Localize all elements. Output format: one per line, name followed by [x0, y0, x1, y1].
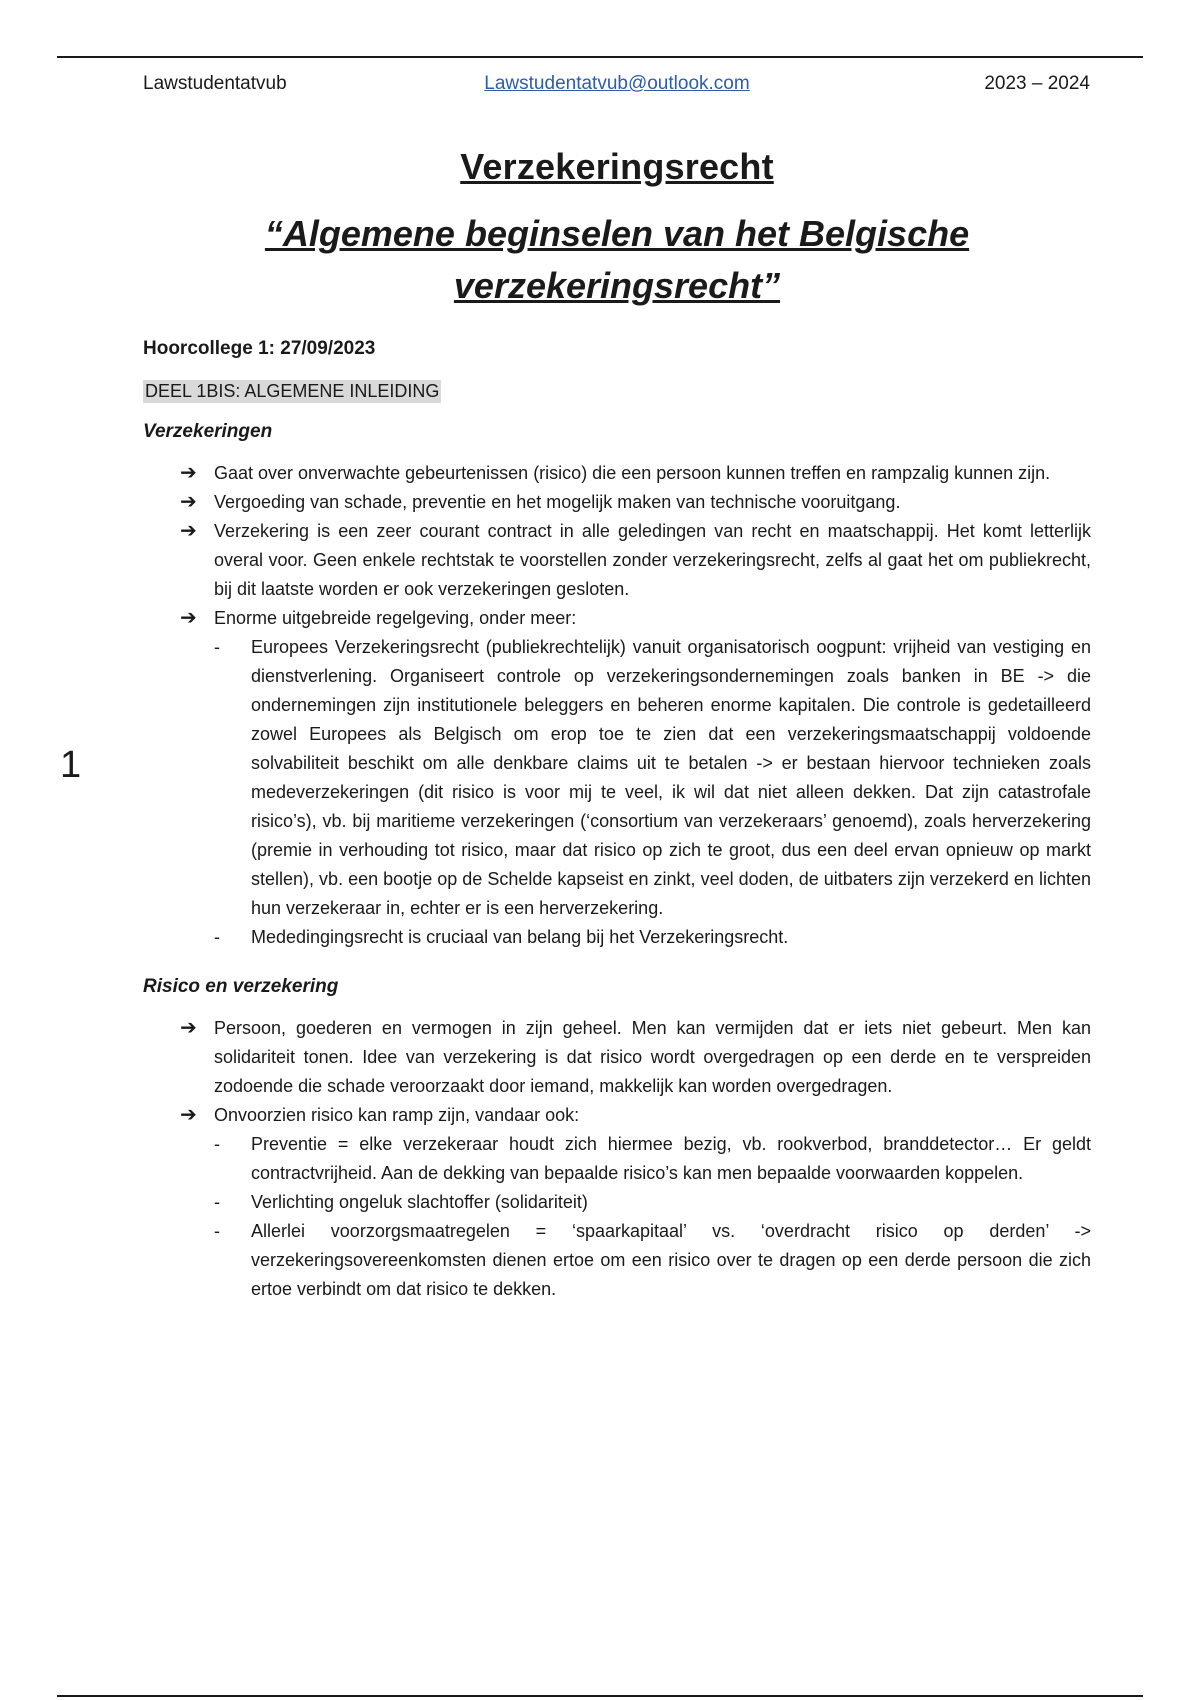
list-item [180, 1014, 1091, 1101]
sub-list [214, 1130, 1091, 1304]
header-email-link[interactable]: Lawstudentatvub@outlook.com [484, 73, 750, 94]
list-item [180, 459, 1091, 488]
sub-list-item-text: Mededingingsrecht is cruciaal van belang bij het Verzekeringsrecht. [251, 927, 789, 947]
sub-list-item [214, 1188, 1091, 1217]
sub-list-item [214, 923, 1091, 952]
list-item [180, 604, 1091, 952]
dash-bullet-icon: - [214, 637, 220, 657]
page-number: 1 [60, 744, 82, 786]
part-heading-row [143, 380, 1091, 421]
header-year: 2023 – 2024 [984, 73, 1090, 94]
sub-list-item-text: Allerlei voorzorgsmaatregelen = ‘spaarkapitaal’ vs. ‘overdracht risico op derden’ -> verzekeringsovereenkomsten dienen ertoe om een risico over te dragen op een derde persoon die zich ertoe verbindt om dat risico te dekken. [251, 1221, 1091, 1299]
footer-rule [57, 1695, 1143, 1697]
dash-bullet-icon: - [214, 927, 220, 947]
arrow-right-icon: ➔ [180, 1017, 197, 1039]
sub-list-item [214, 1217, 1091, 1304]
list-item-text: Vergoeding van schade, preventie en het mogelijk maken van technische vooruitgang. [214, 492, 901, 512]
sub-list-item-text: Preventie = elke verzekeraar houdt zich hiermee bezig, vb. rookverbod, branddetector… Er geldt contractvrijheid. Aan de dekking van bepaalde risico’s kan men bepaalde voorwaarden koppelen. [251, 1134, 1091, 1183]
arrow-right-icon: ➔ [180, 1104, 197, 1126]
list-item-text: Persoon, goederen en vermogen in zijn geheel. Men kan vermijden dat er iets niet gebeurt. Men kan solidariteit tonen. Idee van verzekering is dat risico wordt overgedragen op een derde en te verspreiden zodoende die schade veroorzaakt door iemand, makkelijk kan worden overgedragen. [214, 1018, 1091, 1096]
section-spacer [143, 952, 1091, 976]
list-item-text: Verzekering is een zeer courant contract in alle geledingen van recht en maatschappij. Het komt letterlijk overal voor. Geen enkele rechtstak te voorstellen zonder verzekeringsrecht, zelfs al gaat het om publiekrecht, bij dit laatste worden er ook verzekeringen gesloten. [214, 521, 1091, 599]
section-list-risico [180, 1014, 1091, 1304]
list-item-text: Gaat over onverwachte gebeurtenissen (risico) die een persoon kunnen treffen en rampzalig kunnen zijn. [214, 463, 1051, 483]
sub-list-item-text: Europees Verzekeringsrecht (publiekrechtelijk) vanuit organisatorisch oogpunt: vrijheid van vestiging en dienstverlening. Organiseert controle op verzekeringsondernemingen zoals banken in BE -> die ondernemingen zijn institutionele beleggers en beheren enorme kapitalen. Die controle is gedetailleerd zowel Europees als Belgisch om erop toe te zien dat een verzekeringsmaatschappij voldoende solvabiliteit beschikt om alle denkbare claims uit te betalen -> er bestaan hiervoor technieken zoals medeverzekeringen (dit risico is voor mij te veel, ik wil dat niet alleen dekken. Dat zijn catastrofale risico’s), vb. bij maritieme verzekeringen (‘consortium van verzekeraars’ genoemd), zoals herverzekering (premie in verhouding tot risico, maar dat risico op zich te groot, dus een deel ervan opnieuw op markt stellen), vb. een bootje op de Schelde kapseist en zinkt, veel doden, de uitbaters zijn verzekerd en lichten hun verzekeraar in, echter er is een herverzekering. [251, 637, 1091, 918]
arrow-right-icon: ➔ [180, 491, 197, 513]
section-heading-verzekeringen: Verzekeringen [143, 421, 273, 442]
dash-bullet-icon: - [214, 1192, 220, 1212]
section-heading-risico: Risico en verzekering [143, 976, 339, 997]
document-subtitle: “Algemene beginselen van het Belgische verzekeringsrecht” [264, 213, 970, 306]
header-author: Lawstudentatvub [143, 73, 287, 94]
list-item-text: Onvoorzien risico kan ramp zijn, vandaar ook: [214, 1105, 580, 1125]
list-item [180, 517, 1091, 604]
document-body [143, 140, 1091, 1304]
dash-bullet-icon: - [214, 1134, 220, 1154]
lecture-date: Hoorcollege 1: 27/09/2023 [143, 338, 376, 359]
part-heading: DEEL 1BIS: ALGEMENE INLEIDING [145, 381, 440, 401]
arrow-right-icon: ➔ [180, 607, 197, 629]
sub-list-item [214, 1130, 1091, 1188]
sub-list [214, 633, 1091, 952]
arrow-right-icon: ➔ [180, 462, 197, 484]
list-item [180, 1101, 1091, 1304]
section-list-verzekeringen [180, 459, 1091, 952]
arrow-right-icon: ➔ [180, 520, 197, 542]
list-item-text: Enorme uitgebreide regelgeving, onder meer: [214, 608, 577, 628]
document-title: Verzekeringsrecht [460, 146, 774, 187]
sub-list-item-text: Verlichting ongeluk slachtoffer (solidariteit) [251, 1192, 588, 1212]
dash-bullet-icon: - [214, 1221, 220, 1241]
list-item [180, 488, 1091, 517]
sub-list-item [214, 633, 1091, 923]
header-rule [57, 56, 1143, 58]
